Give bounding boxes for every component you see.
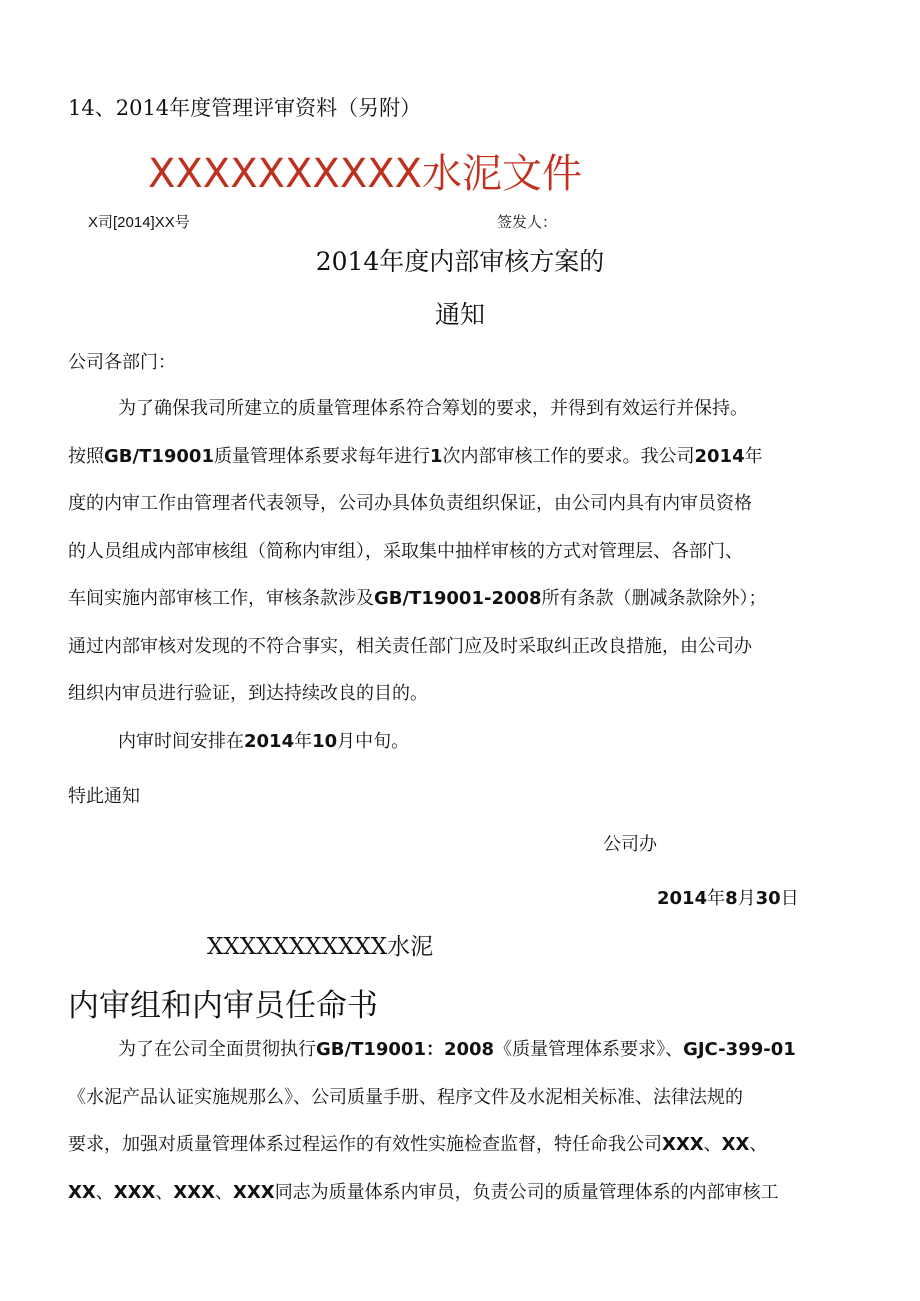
text-run: 通过内部审核对发现的不符合事实，相关责任部门应及时采取纠正改良措施，由公司办 xyxy=(68,635,752,657)
text-run: 所有条款（删减条款除外）； xyxy=(541,588,767,609)
addressee: 公司各部门： xyxy=(68,352,176,373)
text-run: XXX xyxy=(113,1181,156,1203)
text-run: XXX xyxy=(662,1134,704,1155)
text-run: 、 xyxy=(703,1134,722,1155)
text-run: 为了在公司全面贯彻执行 xyxy=(118,1039,316,1060)
text-line xyxy=(68,1131,858,1179)
text-run: XX xyxy=(68,1181,96,1203)
notice-title-line1: 2014年度内部审核方案的 xyxy=(315,247,605,276)
text-run: 为了确保我司所建立的质量管理体系符合筹划的要求，并得到有效运行并保持。 xyxy=(118,398,748,419)
text-run: 2014 xyxy=(694,445,745,467)
text-line xyxy=(68,680,858,728)
text-run: GB/T19001-2008 xyxy=(374,588,542,609)
text-run: 质量管理体系要求每年进行 xyxy=(213,445,430,467)
text-run: 《水泥产品认证实施规那么》、公司质量手册、程序文件及水泥相关标准、法律法规的 xyxy=(68,1086,743,1108)
signer-label: 签发人： xyxy=(497,213,558,231)
text-run: 、 xyxy=(749,1134,768,1155)
issuer: 公司办 xyxy=(603,834,657,855)
notice-body xyxy=(68,395,858,728)
text-run: 的人员组成内部审核组（简称内审组），采取集中抽样审核的方式对管理层、各部门、 xyxy=(68,540,743,562)
text-run: 、 xyxy=(215,1181,234,1203)
text-run: 2014 xyxy=(244,731,295,752)
text-line xyxy=(68,1084,858,1132)
schedule-line xyxy=(68,728,858,776)
text-line xyxy=(68,443,858,491)
text-line xyxy=(68,490,858,538)
special-notice: 特此通知 xyxy=(68,786,140,807)
text-run: 要求，加强对质量管理体系过程运作的有效性实施检查监督，特任命我公司 xyxy=(68,1134,662,1155)
text-line xyxy=(68,585,858,633)
text-line xyxy=(68,395,858,443)
letterhead-title: XXXXXXXXXX水泥文件 xyxy=(148,151,583,197)
text-run: 组织内审员进行验证，到达持续改良的目的。 xyxy=(68,683,428,704)
text-line xyxy=(68,728,858,776)
appointment-title: 内审组和内审员任命书 xyxy=(68,988,378,1024)
text-run: 10 xyxy=(312,731,338,752)
text-run: 年 xyxy=(707,888,726,909)
issue-date xyxy=(657,884,799,910)
text-run: 次内部审核工作的要求。我公司 xyxy=(442,445,695,467)
text-run: GJC-399-01 xyxy=(683,1039,796,1060)
text-line xyxy=(68,1036,858,1084)
text-run: 年 xyxy=(294,731,313,752)
text-run: 度的内审工作由管理者代表领导，公司办具体负责组织保证，由公司内具有内审员资格 xyxy=(68,493,752,514)
text-run: 按照 xyxy=(68,445,104,467)
text-run: 1 xyxy=(429,445,443,467)
text-run: GB/T19001：2008 xyxy=(316,1039,495,1060)
text-run: 月 xyxy=(737,888,756,909)
text-run: XX xyxy=(721,1134,750,1155)
item-heading: 14、2014年度管理评审资料（另附） xyxy=(68,96,422,120)
appointment-body xyxy=(68,1036,858,1226)
text-run: 车间实施内部审核工作，审核条款涉及 xyxy=(68,588,374,609)
text-line xyxy=(68,1179,858,1227)
notice-title-line2: 通知 xyxy=(434,300,485,329)
text-line xyxy=(68,633,858,681)
text-run: XXX xyxy=(173,1181,216,1203)
text-run: 内审时间安排在 xyxy=(118,731,244,752)
text-run: 日 xyxy=(780,888,799,909)
text-run: 同志为质量体系内审员，负责公司的质量管理体系的内部审核工 xyxy=(274,1181,779,1203)
text-run: GB/T19001 xyxy=(104,445,214,467)
text-run: 、 xyxy=(155,1181,174,1203)
text-run: XXX xyxy=(233,1181,275,1203)
text-run: 2014 xyxy=(657,888,708,909)
text-run: 8 xyxy=(725,888,738,909)
text-run: 年 xyxy=(744,445,763,467)
document-number: X司[2014]XX号 xyxy=(88,214,190,231)
company-name: XXXXXXXXXXX水泥 xyxy=(207,934,434,960)
text-run: 月中旬。 xyxy=(337,731,410,752)
text-line xyxy=(68,538,858,586)
text-run: 30 xyxy=(755,888,781,909)
text-run: 《质量管理体系要求》、 xyxy=(494,1039,684,1060)
text-run: 、 xyxy=(95,1181,114,1203)
